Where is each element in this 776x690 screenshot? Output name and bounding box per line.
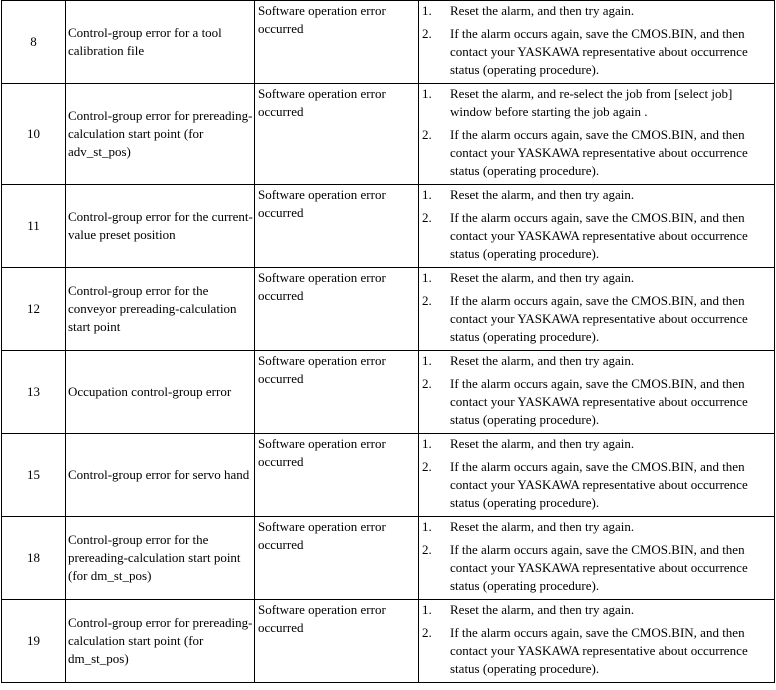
- remedy-step: [419, 186, 774, 204]
- remedy-step-number: 1.: [422, 353, 432, 368]
- remedy-step-number: 2.: [422, 210, 432, 225]
- remedy-step-text: Reset the alarm, and then try again.: [450, 353, 635, 368]
- alarm-subcode: 13: [2, 351, 66, 434]
- remedy-step-text: Reset the alarm, and then try again.: [450, 519, 635, 534]
- remedy-step-text: If the alarm occurs again, save the CMOS.BIN, and then contact your YASKAWA representative about occurrence status (operating procedure).: [450, 127, 748, 178]
- remedy-step-number: 2.: [422, 293, 432, 308]
- remedy-step: [419, 375, 774, 429]
- remedy-list: [419, 352, 774, 429]
- remedy-step-text: Reset the alarm, and then try again.: [450, 3, 635, 18]
- alarm-description: Control-group error for the conveyor prereading-calculation start point: [66, 268, 255, 351]
- alarm-subcode: 11: [2, 185, 66, 268]
- alarm-subcode: 10: [2, 84, 66, 185]
- alarm-remedy-cell: [419, 1, 775, 84]
- alarm-description: Control-group error for prereading-calculation start point (for adv_st_pos): [66, 84, 255, 185]
- remedy-step-text: If the alarm occurs again, save the CMOS.BIN, and then contact your YASKAWA representative about occurrence status (operating procedure).: [450, 625, 748, 676]
- remedy-step-text: Reset the alarm, and re-select the job from [select job] window before starting the job again .: [450, 86, 733, 119]
- alarm-remedy-cell: [419, 185, 775, 268]
- remedy-step-number: 2.: [422, 127, 432, 142]
- remedy-step-number: 1.: [422, 86, 432, 101]
- remedy-step-text: If the alarm occurs again, save the CMOS.BIN, and then contact your YASKAWA representative about occurrence status (operating procedure).: [450, 459, 748, 510]
- remedy-step-number: 2.: [422, 26, 432, 41]
- remedy-list: [419, 186, 774, 263]
- remedy-step-number: 2.: [422, 376, 432, 391]
- alarm-description: Control-group error for a tool calibration file: [66, 1, 255, 84]
- alarm-remedy-cell: [419, 517, 775, 600]
- alarm-table-body: [2, 1, 775, 683]
- table-row: [2, 600, 775, 683]
- alarm-cause: Software operation error occurred: [255, 600, 419, 683]
- alarm-cause: Software operation error occurred: [255, 84, 419, 185]
- remedy-step-text: If the alarm occurs again, save the CMOS.BIN, and then contact your YASKAWA representative about occurrence status (operating procedure).: [450, 376, 748, 427]
- remedy-step-number: 2.: [422, 625, 432, 640]
- table-row: [2, 434, 775, 517]
- remedy-step-number: 1.: [422, 436, 432, 451]
- remedy-step-number: 1.: [422, 602, 432, 617]
- remedy-step-text: If the alarm occurs again, save the CMOS.BIN, and then contact your YASKAWA representative about occurrence status (operating procedure).: [450, 542, 748, 593]
- alarm-subcode: 18: [2, 517, 66, 600]
- remedy-step-text: If the alarm occurs again, save the CMOS.BIN, and then contact your YASKAWA representative about occurrence status (operating procedure).: [450, 210, 748, 261]
- alarm-subcode: 19: [2, 600, 66, 683]
- alarm-subcode: 15: [2, 434, 66, 517]
- remedy-step: [419, 352, 774, 370]
- alarm-cause: Software operation error occurred: [255, 268, 419, 351]
- alarm-description: Occupation control-group error: [66, 351, 255, 434]
- alarm-cause: Software operation error occurred: [255, 1, 419, 84]
- alarm-table: [1, 0, 775, 683]
- remedy-list: [419, 601, 774, 678]
- table-row: [2, 517, 775, 600]
- table-row: [2, 268, 775, 351]
- remedy-step: [419, 541, 774, 595]
- alarm-subcode: 12: [2, 268, 66, 351]
- alarm-cause: Software operation error occurred: [255, 517, 419, 600]
- remedy-step: [419, 85, 774, 121]
- remedy-list: [419, 435, 774, 512]
- remedy-list: [419, 2, 774, 79]
- remedy-step: [419, 209, 774, 263]
- table-row: [2, 84, 775, 185]
- remedy-step: [419, 269, 774, 287]
- remedy-step-text: Reset the alarm, and then try again.: [450, 187, 635, 202]
- table-row: [2, 1, 775, 84]
- remedy-step-number: 1.: [422, 519, 432, 534]
- table-row: [2, 185, 775, 268]
- remedy-step: [419, 126, 774, 180]
- remedy-step-number: 1.: [422, 187, 432, 202]
- alarm-remedy-cell: [419, 351, 775, 434]
- remedy-step-text: If the alarm occurs again, save the CMOS.BIN, and then contact your YASKAWA representative about occurrence status (operating procedure).: [450, 26, 748, 77]
- remedy-step: [419, 292, 774, 346]
- remedy-step-number: 1.: [422, 3, 432, 18]
- remedy-step-number: 2.: [422, 459, 432, 474]
- alarm-description: Control-group error for the current-value preset position: [66, 185, 255, 268]
- remedy-list: [419, 85, 774, 180]
- alarm-description: Control-group error for servo hand: [66, 434, 255, 517]
- remedy-step: [419, 518, 774, 536]
- alarm-cause: Software operation error occurred: [255, 434, 419, 517]
- remedy-step-text: Reset the alarm, and then try again.: [450, 436, 635, 451]
- alarm-cause: Software operation error occurred: [255, 351, 419, 434]
- remedy-step: [419, 601, 774, 619]
- remedy-step: [419, 2, 774, 20]
- remedy-step-text: If the alarm occurs again, save the CMOS.BIN, and then contact your YASKAWA representative about occurrence status (operating procedure).: [450, 293, 748, 344]
- alarm-subcode: 8: [2, 1, 66, 84]
- remedy-step-text: Reset the alarm, and then try again.: [450, 270, 635, 285]
- remedy-step-text: Reset the alarm, and then try again.: [450, 602, 635, 617]
- remedy-step-number: 1.: [422, 270, 432, 285]
- alarm-remedy-cell: [419, 268, 775, 351]
- alarm-cause: Software operation error occurred: [255, 185, 419, 268]
- remedy-step: [419, 25, 774, 79]
- alarm-description: Control-group error for prereading-calculation start point (for dm_st_pos): [66, 600, 255, 683]
- alarm-remedy-cell: [419, 600, 775, 683]
- alarm-description: Control-group error for the prereading-calculation start point (for dm_st_pos): [66, 517, 255, 600]
- remedy-list: [419, 269, 774, 346]
- remedy-step: [419, 435, 774, 453]
- table-row: [2, 351, 775, 434]
- alarm-remedy-cell: [419, 434, 775, 517]
- alarm-remedy-cell: [419, 84, 775, 185]
- remedy-step: [419, 458, 774, 512]
- remedy-step: [419, 624, 774, 678]
- remedy-list: [419, 518, 774, 595]
- remedy-step-number: 2.: [422, 542, 432, 557]
